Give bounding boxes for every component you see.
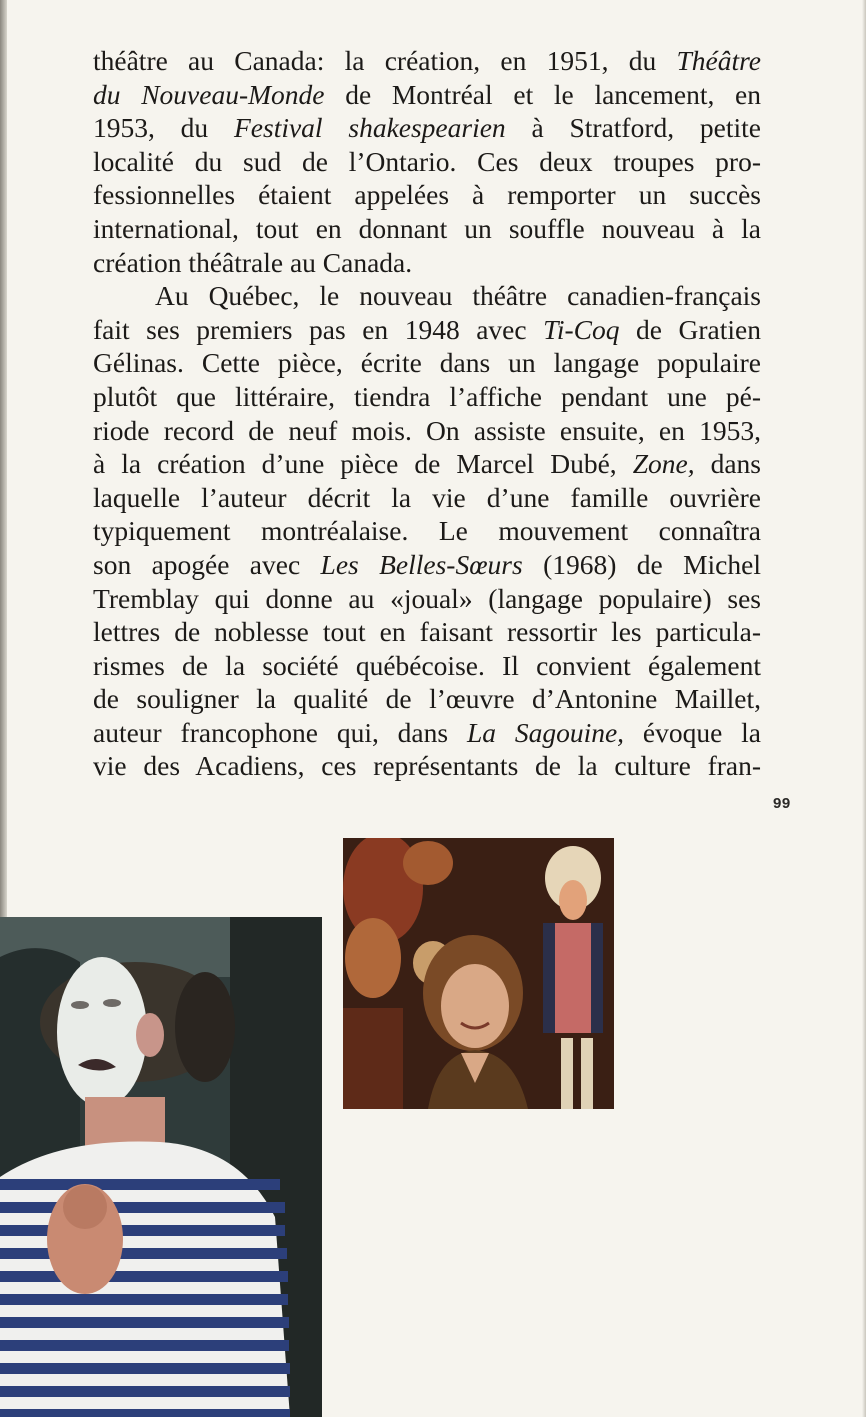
text-line	[93, 78, 761, 112]
text-run: dans	[694, 448, 761, 480]
text-run: 1953, du	[93, 112, 234, 144]
text-run: de souligner la qualité de l’œuvre d’Antonine Maillet,	[93, 683, 761, 715]
page-number: 99	[773, 795, 791, 812]
italic-title: du Nouveau-Monde	[93, 78, 325, 110]
puppets-photo	[343, 838, 614, 1109]
italic-title: Ti-Coq	[543, 313, 620, 345]
text-line	[93, 749, 761, 783]
text-run: création théâtrale au Canada.	[93, 246, 413, 278]
italic-title: Théâtre	[676, 45, 761, 76]
text-run: laquelle l’auteur décrit la vie d’une famille ouvrière	[93, 481, 761, 513]
text-line	[93, 212, 761, 246]
text-run: de Gratien	[619, 313, 761, 345]
text-run: son apogée avec	[93, 548, 321, 580]
italic-title: Zone,	[632, 448, 695, 480]
text-line	[93, 380, 761, 414]
text-run: fessionnelles étaient appelées à remporter un succès	[93, 179, 761, 211]
text-line	[93, 514, 761, 548]
text-line	[93, 615, 761, 649]
text-run: fait ses premiers pas en 1948 avec	[93, 313, 544, 345]
text-line	[93, 44, 761, 78]
text-run: auteur francophone qui, dans	[93, 716, 467, 748]
page-edge	[862, 0, 866, 1417]
text-run: typiquement montréalaise. Le mouvement connaîtra	[93, 515, 761, 547]
italic-title: Festival shakespearien	[233, 112, 506, 144]
body-text	[93, 44, 761, 783]
text-run: lettres de noblesse tout en faisant ressortir les particula-	[93, 616, 761, 648]
text-run: évoque la	[624, 716, 761, 748]
italic-title: La Sagouine,	[466, 716, 625, 748]
text-run: Au Québec, le nouveau théâtre canadien-français	[155, 280, 761, 312]
text-run: riode record de neuf mois. On assiste ensuite, en 1953,	[93, 414, 761, 446]
text-line	[93, 582, 761, 616]
text-line	[93, 716, 761, 750]
text-run: localité du sud de l’Ontario. Ces deux troupes pro-	[93, 145, 761, 177]
text-line	[93, 313, 761, 347]
text-line	[93, 178, 761, 212]
text-run: (1968) de Michel	[522, 548, 761, 580]
text-line	[93, 414, 761, 448]
text-run: vie des Acadiens, ces représentants de la culture fran-	[93, 750, 761, 782]
text-run: à Stratford, petite	[505, 112, 762, 144]
italic-title: Les Belles-Sœurs	[320, 548, 523, 580]
text-line	[93, 279, 761, 313]
text-run: à la création d’une pièce de Marcel Dubé,	[93, 448, 633, 480]
text-line	[93, 246, 761, 280]
text-line	[93, 145, 761, 179]
text-run: Gélinas. Cette pièce, écrite dans un langage populaire	[93, 347, 761, 379]
text-line	[93, 111, 761, 145]
text-line	[93, 548, 761, 582]
text-line	[93, 649, 761, 683]
text-run: théâtre au Canada: la création, en 1951, du	[93, 45, 677, 76]
text-line	[93, 481, 761, 515]
text-run: international, tout en donnant un souffle nouveau à la	[93, 212, 761, 244]
text-line	[93, 682, 761, 716]
mime-photo	[0, 917, 322, 1417]
text-run: rismes de la société québécoise. Il convient également	[93, 649, 761, 681]
text-line	[93, 447, 761, 481]
text-run: plutôt que littéraire, tiendra l’affiche pendant une pé-	[93, 380, 761, 412]
text-line	[93, 346, 761, 380]
text-run: de Montréal et le lancement, en	[324, 78, 761, 110]
text-run: Tremblay qui donne au «joual» (langage populaire) ses	[93, 582, 761, 614]
